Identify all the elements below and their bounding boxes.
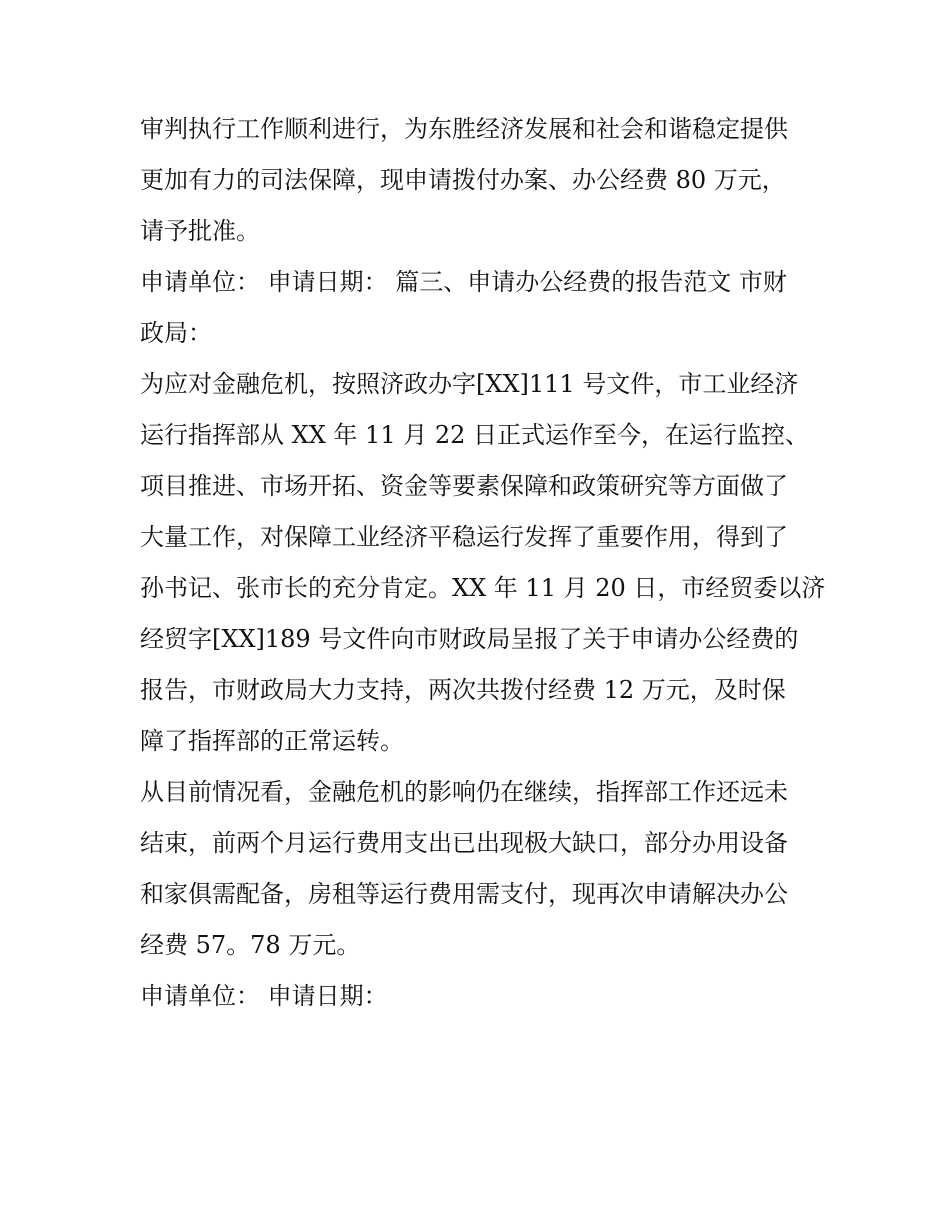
text-line: 经费 57。78 万元。	[140, 931, 361, 959]
text-line: 和家俱需配备，房租等运行费用需支付，现再次申请解决办公	[140, 880, 788, 908]
document-body	[140, 104, 830, 1022]
text-line: 结束，前两个月运行费用支出已出现极大缺口，部分办用设备	[140, 829, 788, 857]
text-line: 申请单位： 申请日期：	[140, 982, 388, 1010]
text-line: 运行指挥部从 XX 年 11 月 22 日正式运作至今，在运行监控、	[140, 421, 810, 449]
text-line: 大量工作，对保障工业经济平稳运行发挥了重要作用，得到了	[140, 523, 788, 551]
text-line: 孙书记、张市长的充分肯定。XX 年 11 月 20 日，市经贸委以济	[140, 574, 826, 602]
text-line: 为应对金融危机，按照济政办字[XX]111 号文件，市工业经济	[140, 370, 799, 398]
text-line: 报告，市财政局大力支持，两次共拨付经费 12 万元，及时保	[140, 676, 786, 704]
text-line: 政局：	[140, 319, 212, 347]
text-line: 障了指挥部的正常运转。	[140, 727, 404, 755]
text-line: 申请单位： 申请日期： 篇三、申请办公经费的报告范文 市财	[140, 268, 787, 296]
text-line: 请予批准。	[140, 217, 260, 245]
text-line: 从目前情况看，金融危机的影响仍在继续，指挥部工作还远未	[140, 778, 788, 806]
text-line: 审判执行工作顺利进行，为东胜经济发展和社会和谐稳定提供	[140, 115, 788, 143]
text-line: 经贸字[XX]189 号文件向市财政局呈报了关于申请办公经费的	[140, 625, 799, 653]
text-line: 更加有力的司法保障，现申请拨付办案、办公经费 80 万元，	[140, 166, 786, 194]
text-line: 项目推进、市场开拓、资金等要素保障和政策研究等方面做了	[140, 472, 788, 500]
